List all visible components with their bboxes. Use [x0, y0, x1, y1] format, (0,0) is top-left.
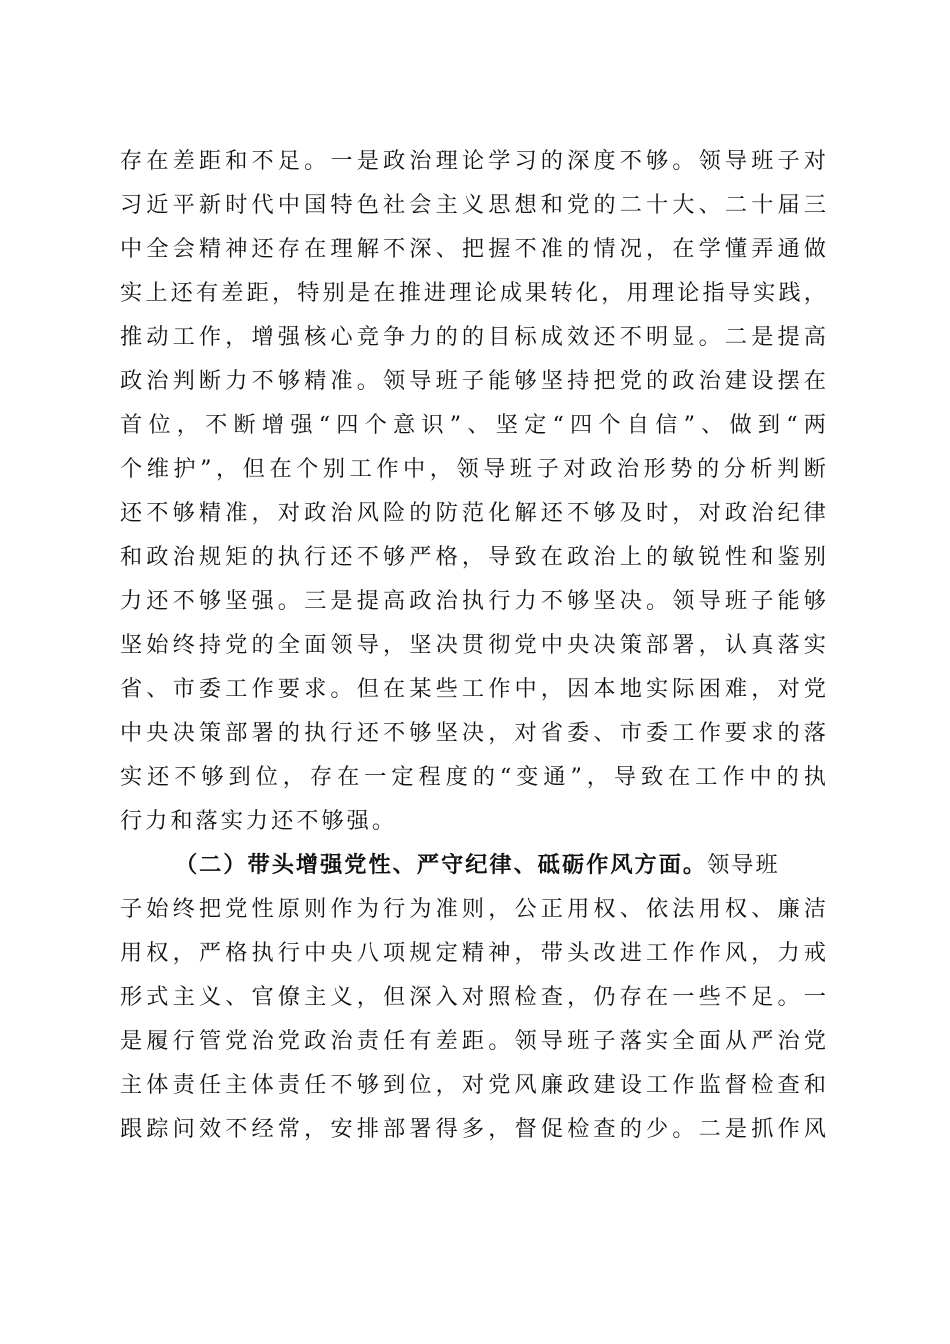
text-line: 推动工作，增强核心竞争力的的目标成效还不明显。二是提高 [120, 324, 826, 350]
text-line: 首位，不断增强“四个意识”、坚定“四个自信”、做到“两 [120, 412, 826, 438]
text-line: 政治判断力不够精准。领导班子能够坚持把党的政治建设摆在 [120, 368, 826, 394]
section-heading: （二）带头增强党性、严守纪律、砥砺作风方面。 [175, 852, 708, 878]
text-line: 个维护”，但在个别工作中，领导班子对政治形势的分析判断 [120, 456, 826, 482]
text-line: 是履行管党治党政治责任有差距。领导班子落实全面从严治党 [120, 1028, 826, 1054]
body-text [120, 139, 826, 1151]
text-line: 实上还有差距，特别是在推进理论成果转化，用理论指导实践， [120, 280, 826, 306]
text-line: 和政治规矩的执行还不够严格，导致在政治上的敏锐性和鉴别 [120, 544, 826, 570]
text-line: 行力和落实力还不够强。 [120, 808, 398, 834]
text-line: 省、市委工作要求。但在某些工作中，因本地实际困难，对党 [120, 676, 826, 702]
section-heading-tail: 领导班 [707, 852, 780, 878]
text-line: 力还不够坚强。三是提高政治执行力不够坚决。领导班子能够 [120, 588, 826, 614]
text-line: 用权，严格执行中央八项规定精神，带头改进工作作风，力戒 [120, 940, 826, 966]
text-line: 实还不够到位，存在一定程度的“变通”，导致在工作中的执 [120, 764, 826, 790]
text-line: 子始终把党性原则作为行为准则，公正用权、依法用权、廉洁 [120, 896, 826, 922]
text-line: 中全会精神还存在理解不深、把握不准的情况，在学懂弄通做 [120, 236, 826, 262]
text-line: 主体责任主体责任不够到位，对党风廉政建设工作监督检查和 [120, 1072, 826, 1098]
text-line: 坚始终持党的全面领导，坚决贯彻党中央决策部署，认真落实 [120, 632, 826, 658]
section-heading-line [120, 843, 826, 887]
text-line: 中央决策部署的执行还不够坚决，对省委、市委工作要求的落 [120, 720, 826, 746]
text-line: 习近平新时代中国特色社会主义思想和党的二十大、二十届三 [120, 192, 826, 218]
text-line: 还不够精准，对政治风险的防范化解还不够及时，对政治纪律 [120, 500, 826, 526]
text-line: 跟踪问效不经常，安排部署得多，督促检查的少。二是抓作风 [120, 1116, 826, 1142]
text-line: 形式主义、官僚主义，但深入对照检查，仍存在一些不足。一 [120, 984, 826, 1010]
text-line: 存在差距和不足。一是政治理论学习的深度不够。领导班子对 [120, 148, 826, 174]
